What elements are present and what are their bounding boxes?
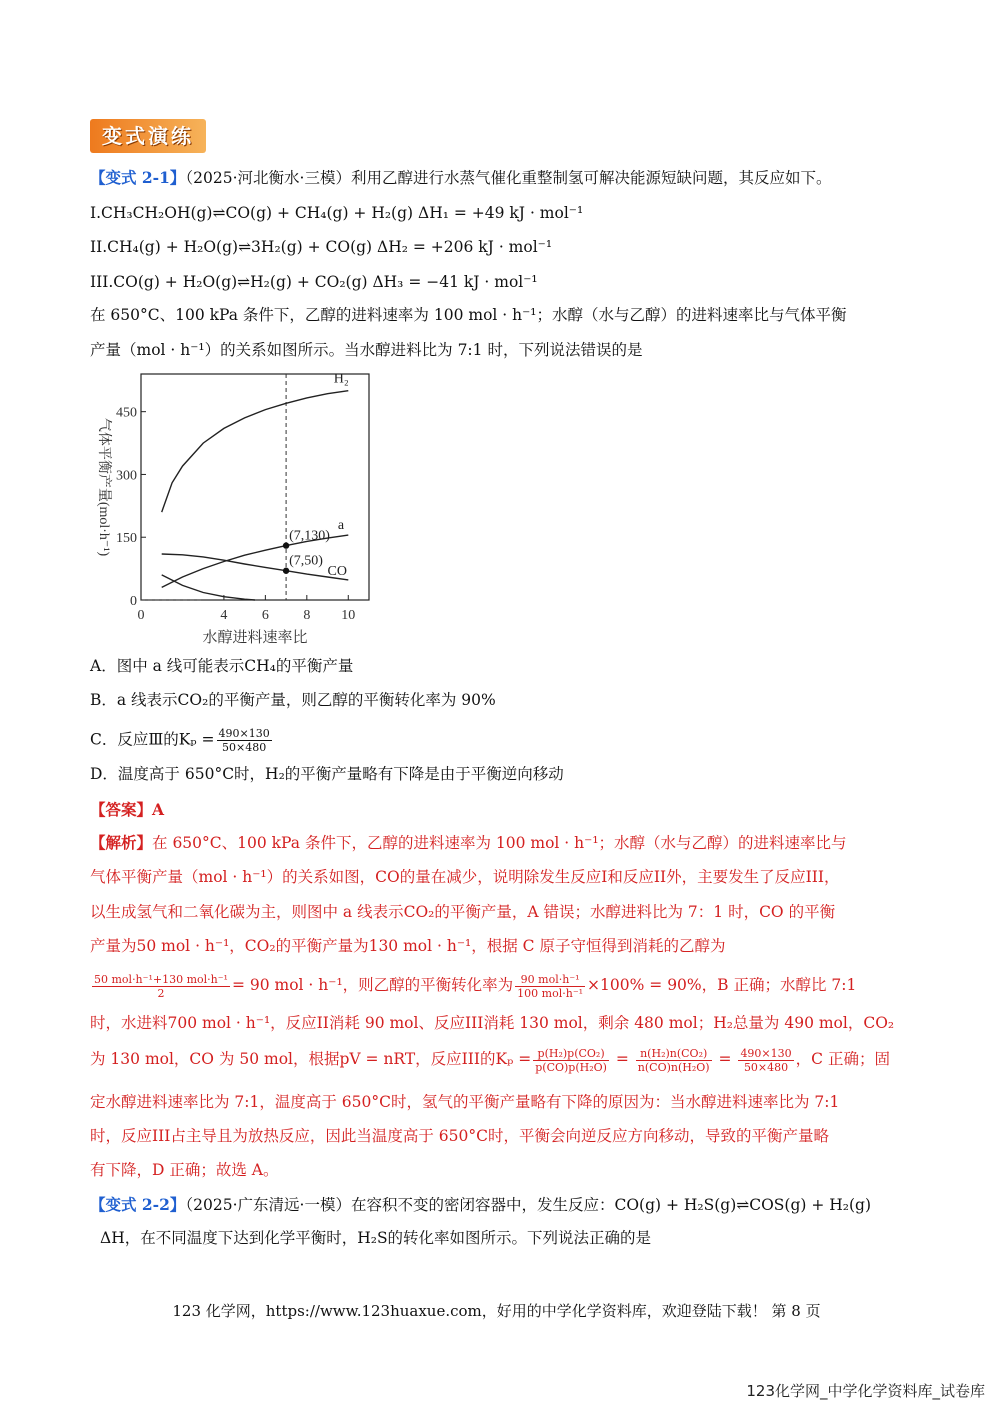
- analysis-text-5b: ×100% = 90%，B 正确；水醇比 7:1: [587, 976, 857, 994]
- x-axis-label: 水醇进料速率比: [202, 630, 308, 646]
- series-label-a: a: [337, 517, 345, 533]
- analysis-text-7b: ，C 正确；固: [795, 1050, 890, 1068]
- q1-tag: 【变式 2-1】: [90, 168, 186, 187]
- analysis-line-8: 定水醇进料速率比为 7:1，温度高于 650°C时，氢气的平衡产量略有下降的原因为：当水醇进料速率比为 7:1: [90, 1093, 840, 1111]
- point-label: (7,130): [289, 528, 330, 544]
- option-a: A．图中 a 线可能表示CH₄的平衡产量: [90, 657, 354, 675]
- point-label: (7,50): [289, 553, 323, 569]
- analysis-line-2: 气体平衡产量（mol · h⁻¹）的关系如图，CO的量在减少，说明除发生反应I和反应II外，主要发生了反应III，: [90, 868, 840, 886]
- option-c: [90, 727, 274, 754]
- reaction-1: I.CH₃CH₂OH(g)⇌CO(g) + CH₄(g) + H₂(g) ΔH₁ = +49 kJ · mol⁻¹: [90, 204, 584, 222]
- q2-line-2: ΔH，在不同温度下达到化学平衡时，H₂S的转化率如图所示。下列说法正确的是: [100, 1229, 652, 1247]
- condition-line-2: 产量（mol · h⁻¹）的关系如图所示。当水醇进料比为 7:1 时，下列说法错误的是: [90, 341, 643, 359]
- y-tick-label: 0: [130, 594, 137, 609]
- option-c-numerator: 490×130: [218, 727, 270, 740]
- analysis-line-1: [90, 833, 847, 853]
- option-c-denominator: 50×480: [222, 741, 267, 754]
- analysis-text-5a: = 90 mol · h⁻¹，则乙醇的平衡转化率为: [231, 976, 514, 994]
- analysis-line-4: 产量为50 mol · h⁻¹，CO₂的平衡产量为130 mol · h⁻¹，根据 C 原子守恒得到消耗的乙醇为: [90, 937, 726, 955]
- series-line-unlabeled: [162, 575, 255, 600]
- frac-carbon-num: 50 mol·h⁻¹+130 mol·h⁻¹: [94, 972, 228, 986]
- reaction-2: II.CH₄(g) + H₂O(g)⇌3H₂(g) + CO(g) ΔH₂ = +206 kJ · mol⁻¹: [90, 238, 553, 256]
- y-tick-label: 150: [116, 531, 137, 547]
- analysis-line-3: 以生成氢气和二氧化碳为主，则图中 a 线表示CO₂的平衡产量，A 错误；水醇进料比为 7：1 时，CO 的平衡: [90, 903, 836, 921]
- x-tick-label: 4: [220, 608, 228, 623]
- option-d: D．温度高于 650°C时，H₂的平衡产量略有下降是由于平衡逆向移动: [90, 765, 564, 783]
- y-tick-label: 300: [116, 468, 137, 484]
- analysis-line-10: 有下降，D 正确；故选 A。: [90, 1161, 279, 1179]
- answer-line: 【答案】A: [90, 800, 165, 819]
- analysis-line-7: 为 130 mol，CO 为 50 mol，根据pV = nRT，反应III的Kₚ = $\frac{\text{p(H₂)p(CO₂)}}{\text{p(CO)p(H₂O)}}$ = $\frac{\text{n(H₂)n(CO₂)}}{\text{n(CO)n(H₂O)}}$ = $\frac{490\times 130}{50\times 480}$ ，C 正确；固: [90, 1046, 890, 1074]
- y-axis-label: 气体平衡产量(mol·h⁻¹): [96, 417, 111, 557]
- reaction-3: III.CO(g) + H₂O(g)⇌H₂(g) + CO₂(g) ΔH₃ = −41 kJ · mol⁻¹: [90, 273, 538, 291]
- x-tick-label: 6: [261, 608, 269, 623]
- banner-text: 变式演练: [102, 124, 194, 148]
- kp-frac3-den: 50×480: [743, 1060, 789, 1074]
- condition-line-1: 在 650°C、100 kPa 条件下，乙醇的进料速率为 100 mol · h⁻¹；水醇（水与乙醇）的进料速率比与气体平衡: [90, 306, 847, 324]
- page-footer: 123 化学网，https://www.123huaxue.com，好用的中学化学资料库，欢迎登陆下载！ 第 8 页: [172, 1302, 821, 1320]
- series-line-H₂: [162, 391, 349, 512]
- q1-intro: （2025·河北衡水·三模）利用乙醇进行水蒸气催化重整制氢可解决能源短缺问题，其反应如下。: [185, 169, 832, 187]
- equilibrium-chart: [86, 368, 386, 648]
- analysis-line-9: 时，反应III占主导且为放热反应，因此当温度高于 650°C时，平衡会向逆反应方向移动，导致的平衡产量略: [90, 1127, 829, 1145]
- analysis-line-6: 时，水进料700 mol · h⁻¹，反应II消耗 90 mol、反应III消耗 130 mol，剩余 480 mol；H₂总量为 490 mol，CO₂: [90, 1014, 895, 1032]
- q2-tag: 【变式 2-2】: [90, 1195, 186, 1214]
- q2-text-1: （2025·广东清远·一模）在容积不变的密闭容器中，发生反应：CO(g) + H₂S(g)⇌COS(g) + H₂(g): [185, 1196, 872, 1214]
- frac-conv-den: 100 mol·h⁻¹: [517, 986, 584, 1000]
- series-label-co: CO: [327, 563, 347, 579]
- analysis-tag: 【解析】: [90, 833, 153, 852]
- option-c-text: C．反应Ⅲ的Kₚ =: [90, 730, 215, 749]
- y-tick-label: 450: [116, 405, 137, 421]
- kp-frac2-num: n(H₂)n(CO₂): [636, 1047, 712, 1061]
- q2-line-1: [90, 1195, 871, 1215]
- series-label-h2: H₂: [333, 371, 349, 387]
- kp-frac3-num: 490×130: [740, 1046, 792, 1060]
- section-banner: [90, 119, 206, 153]
- kp-frac2-den: n(CO)n(H₂O): [637, 1060, 710, 1074]
- analysis-line-5: [90, 970, 856, 1000]
- option-b: B．a 线表示CO₂的平衡产量，则乙醇的平衡转化率为 90%: [90, 691, 496, 709]
- x-tick-label: 8: [303, 608, 311, 623]
- frac-carbon-den: 2: [157, 986, 165, 1000]
- analysis-text-7a: 为 130 mol，CO 为 50 mol，根据pV = nRT，反应III的Kₚ =: [90, 1050, 532, 1068]
- frac-conv-num: 90 mol·h⁻¹: [515, 973, 585, 987]
- watermark: 123化学网_中学化学资料库_试卷库: [746, 1382, 985, 1400]
- kp-frac1-num: p(H₂)p(CO₂): [533, 1047, 609, 1061]
- x-tick-label: 10: [341, 608, 356, 623]
- q1-intro-line: [90, 168, 831, 188]
- analysis-text-1: 在 650°C、100 kPa 条件下，乙醇的进料速率为 100 mol · h⁻¹；水醇（水与乙醇）的进料速率比与: [152, 834, 847, 852]
- kp-frac1-den: p(CO)p(H₂O): [535, 1060, 607, 1074]
- x-tick-label: 0: [137, 608, 145, 623]
